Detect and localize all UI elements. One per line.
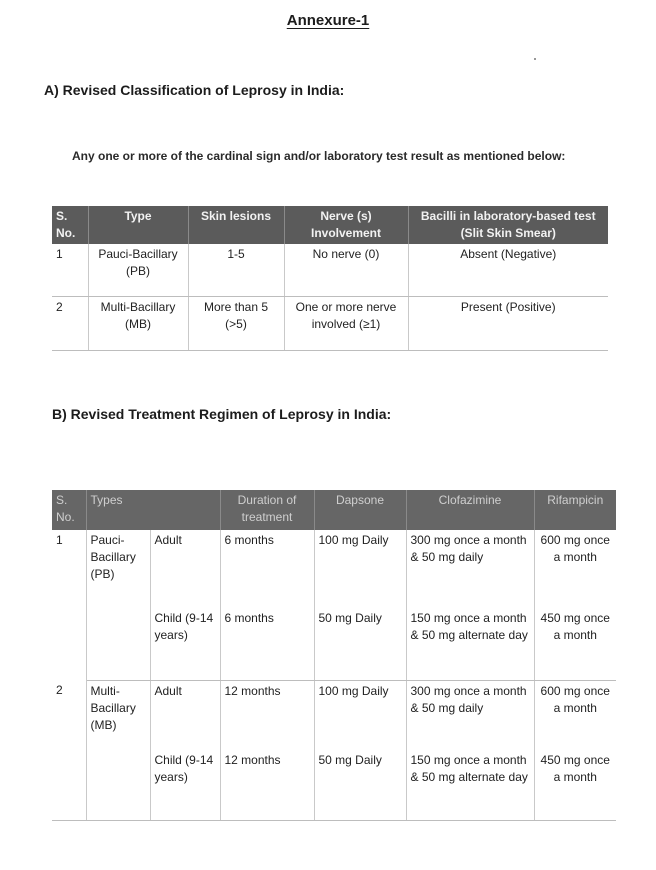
table-header-row bbox=[52, 206, 608, 244]
cell-age-group: Child (9-14 years) bbox=[150, 608, 220, 680]
cell-skin-lesions: More than 5 (>5) bbox=[188, 296, 284, 350]
cell-dapsone: 50 mg Daily bbox=[314, 750, 406, 820]
header-sno: S. No. bbox=[52, 490, 86, 530]
table-row bbox=[52, 244, 608, 296]
cell-dapsone: 50 mg Daily bbox=[314, 608, 406, 680]
header-clofazimine: Clofazimine bbox=[406, 490, 534, 530]
cell-type: Multi-Bacillary (MB) bbox=[86, 680, 150, 820]
cell-duration: 12 months bbox=[220, 680, 314, 750]
cell-rifampicin: 450 mg once a month bbox=[534, 608, 616, 680]
cell-clofazimine: 150 mg once a month & 50 mg alternate day bbox=[406, 608, 534, 680]
cell-clofazimine: 300 mg once a month & 50 mg daily bbox=[406, 530, 534, 608]
cell-dapsone: 100 mg Daily bbox=[314, 680, 406, 750]
cell-type: Pauci-Bacillary (PB) bbox=[86, 530, 150, 680]
cell-sno: 1 bbox=[52, 244, 88, 296]
cell-type: Pauci-Bacillary (PB) bbox=[88, 244, 188, 296]
header-dapsone: Dapsone bbox=[314, 490, 406, 530]
section-a-intro: Any one or more of the cardinal sign and/or laboratory test result as mentioned below: bbox=[72, 149, 566, 163]
section-b-heading: B) Revised Treatment Regimen of Leprosy in India: bbox=[52, 406, 392, 422]
cell-bacilli: Absent (Negative) bbox=[408, 244, 608, 296]
table-row bbox=[52, 530, 616, 608]
cell-duration: 6 months bbox=[220, 608, 314, 680]
page-title: Annexure-1 bbox=[286, 12, 370, 29]
section-a-heading: A) Revised Classification of Leprosy in India: bbox=[44, 82, 345, 98]
cell-dapsone: 100 mg Daily bbox=[314, 530, 406, 608]
cell-rifampicin: 600 mg once a month bbox=[540, 683, 610, 715]
cell-sno: 2 bbox=[52, 680, 86, 820]
table-row bbox=[52, 296, 608, 350]
cell-nerve: One or more nerve involved (≥1) bbox=[284, 296, 408, 350]
header-rifampicin: Rifampicin bbox=[534, 490, 616, 530]
scan-speck bbox=[534, 58, 536, 60]
cell-duration: 6 months bbox=[220, 530, 314, 608]
cell-sno: 1 bbox=[52, 530, 86, 680]
table-row bbox=[52, 680, 616, 750]
header-nerve-involvement: Nerve (s) Involvement bbox=[284, 206, 408, 244]
cell-clofazimine: 150 mg once a month & 50 mg alternate day bbox=[406, 750, 534, 820]
cell-clofazimine: 300 mg once a month & 50 mg daily bbox=[406, 680, 534, 750]
cell-duration: 12 months bbox=[220, 750, 314, 820]
header-bacilli: Bacilli in laboratory-based test (Slit Skin Smear) bbox=[408, 206, 608, 244]
header-duration: Duration of treatment bbox=[220, 490, 314, 530]
cell-skin-lesions: 1-5 bbox=[188, 244, 284, 296]
header-skin-lesions: Skin lesions bbox=[188, 206, 284, 244]
cell-age-group: Child (9-14 years) bbox=[150, 750, 220, 820]
header-sno: S. No. bbox=[52, 206, 88, 244]
cell-type: Multi-Bacillary (MB) bbox=[88, 296, 188, 350]
header-types: Types bbox=[86, 490, 220, 530]
header-type: Type bbox=[88, 206, 188, 244]
cell-bacilli: Present (Positive) bbox=[408, 296, 608, 350]
cell-rifampicin: 450 mg once a month bbox=[534, 750, 616, 820]
cell-sno: 2 bbox=[52, 296, 88, 350]
classification-table bbox=[52, 206, 608, 351]
treatment-regimen-table bbox=[52, 490, 616, 821]
table-header-row bbox=[52, 490, 616, 530]
cell-rifampicin: 600 mg once a month bbox=[540, 533, 610, 564]
cell-age-group: Adult bbox=[150, 530, 220, 608]
cell-nerve: No nerve (0) bbox=[284, 244, 408, 296]
cell-age-group: Adult bbox=[150, 680, 220, 750]
